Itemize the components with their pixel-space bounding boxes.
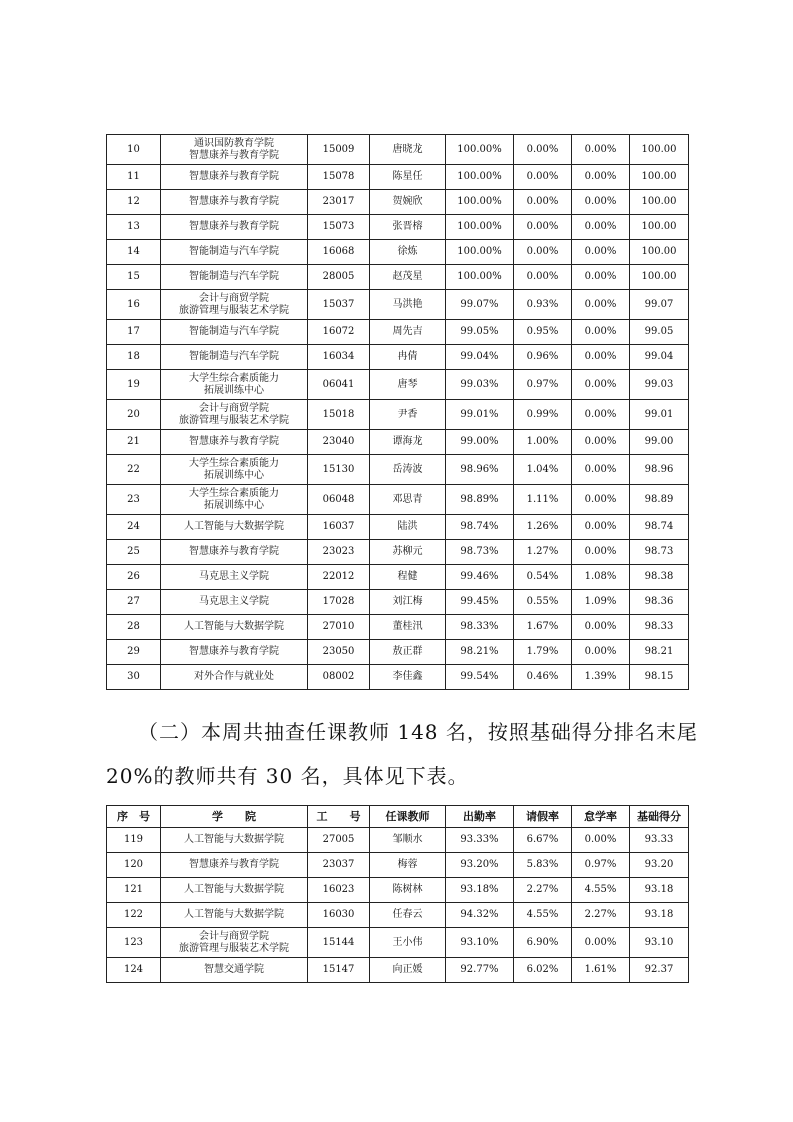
cell-id: 15018 <box>308 400 370 430</box>
cell-attendance: 98.21% <box>446 640 514 665</box>
college-line: 智慧康养与教育学院 <box>189 221 279 232</box>
cell-no: 122 <box>107 903 161 928</box>
cell-name: 梅蓉 <box>370 853 446 878</box>
table-row <box>107 565 689 590</box>
cell-name: 周先吉 <box>370 320 446 345</box>
cell-leave: 4.55% <box>514 903 572 928</box>
cell-absence: 0.00% <box>572 135 630 165</box>
table-row <box>107 430 689 455</box>
college-line: 拓展训练中心 <box>204 499 264 511</box>
cell-score: 98.36 <box>630 590 689 615</box>
cell-id: 15144 <box>308 928 370 958</box>
cell-id: 08002 <box>308 665 370 690</box>
table-row <box>107 828 689 853</box>
cell-score: 100.00 <box>630 190 689 215</box>
cell-id: 23050 <box>308 640 370 665</box>
cell-no: 25 <box>107 540 161 565</box>
cell-id: 15037 <box>308 290 370 320</box>
table-row <box>107 190 689 215</box>
cell-id: 27005 <box>308 828 370 853</box>
cell-college <box>161 215 308 240</box>
college-line: 智能制造与汽车学院 <box>189 246 279 257</box>
cell-absence: 0.00% <box>572 485 630 515</box>
table-row <box>107 455 689 485</box>
college-line: 智能制造与汽车学院 <box>189 351 279 362</box>
cell-attendance: 99.05% <box>446 320 514 345</box>
table-row <box>107 540 689 565</box>
cell-score: 98.74 <box>630 515 689 540</box>
cell-name: 任春云 <box>370 903 446 928</box>
table-row <box>107 665 689 690</box>
cell-leave: 0.46% <box>514 665 572 690</box>
cell-attendance: 94.32% <box>446 903 514 928</box>
cell-name: 马洪艳 <box>370 290 446 320</box>
cell-name: 冉倩 <box>370 345 446 370</box>
college-line: 智能制造与汽车学院 <box>189 271 279 282</box>
college-line: 会计与商贸学院 <box>199 402 269 414</box>
cell-absence: 0.00% <box>572 370 630 400</box>
cell-no: 16 <box>107 290 161 320</box>
table-row <box>107 878 689 903</box>
cell-no: 29 <box>107 640 161 665</box>
cell-leave: 1.79% <box>514 640 572 665</box>
cell-college <box>161 540 308 565</box>
cell-absence: 0.00% <box>572 265 630 290</box>
table-row <box>107 853 689 878</box>
college-line: 智慧康养与教育学院 <box>189 646 279 657</box>
cell-score: 93.33 <box>630 828 689 853</box>
cell-attendance: 100.00% <box>446 215 514 240</box>
cell-attendance: 100.00% <box>446 265 514 290</box>
cell-no: 124 <box>107 958 161 983</box>
cell-name: 董桂汛 <box>370 615 446 640</box>
cell-attendance: 93.33% <box>446 828 514 853</box>
cell-no: 10 <box>107 135 161 165</box>
table-row <box>107 135 689 165</box>
cell-id: 16037 <box>308 515 370 540</box>
cell-name: 赵茂星 <box>370 265 446 290</box>
college-line: 旅游管理与服装艺术学院 <box>179 414 289 426</box>
cell-college <box>161 345 308 370</box>
cell-college <box>161 400 308 430</box>
table-row <box>107 215 689 240</box>
table-row <box>107 320 689 345</box>
cell-absence: 0.00% <box>572 240 630 265</box>
cell-score: 98.73 <box>630 540 689 565</box>
cell-score: 100.00 <box>630 240 689 265</box>
cell-score: 99.07 <box>630 290 689 320</box>
cell-name: 谭海龙 <box>370 430 446 455</box>
cell-absence: 1.61% <box>572 958 630 983</box>
cell-id: 16068 <box>308 240 370 265</box>
header-absence: 怠学率 <box>572 806 630 828</box>
college-line: 旅游管理与服装艺术学院 <box>179 942 289 954</box>
cell-name: 苏柳元 <box>370 540 446 565</box>
cell-name: 刘江梅 <box>370 590 446 615</box>
cell-leave: 5.83% <box>514 853 572 878</box>
cell-score: 100.00 <box>630 165 689 190</box>
college-line: 会计与商贸学院 <box>199 930 269 942</box>
cell-no: 28 <box>107 615 161 640</box>
cell-name: 邹顺水 <box>370 828 446 853</box>
cell-absence: 1.09% <box>572 590 630 615</box>
college-line: 人工智能与大数据学院 <box>184 521 284 532</box>
cell-score: 98.38 <box>630 565 689 590</box>
cell-college <box>161 455 308 485</box>
table-header <box>107 806 689 828</box>
cell-college <box>161 958 308 983</box>
cell-no: 24 <box>107 515 161 540</box>
cell-attendance: 100.00% <box>446 240 514 265</box>
header-leave: 请假率 <box>514 806 572 828</box>
cell-score: 99.03 <box>630 370 689 400</box>
table-row <box>107 345 689 370</box>
header-teacher: 任课教师 <box>370 806 446 828</box>
cell-attendance: 99.01% <box>446 400 514 430</box>
cell-college <box>161 370 308 400</box>
cell-no: 22 <box>107 455 161 485</box>
cell-no: 17 <box>107 320 161 345</box>
cell-leave: 0.54% <box>514 565 572 590</box>
cell-name: 唐晓龙 <box>370 135 446 165</box>
cell-id: 16034 <box>308 345 370 370</box>
cell-name: 王小伟 <box>370 928 446 958</box>
header-score: 基础得分 <box>630 806 689 828</box>
college-line: 人工智能与大数据学院 <box>184 834 284 845</box>
cell-name: 陆洪 <box>370 515 446 540</box>
table-row <box>107 615 689 640</box>
college-line: 大学生综合素质能力 <box>189 487 279 499</box>
cell-id: 15073 <box>308 215 370 240</box>
cell-no: 12 <box>107 190 161 215</box>
college-line: 会计与商贸学院 <box>199 292 269 304</box>
cell-absence: 0.00% <box>572 928 630 958</box>
table-row <box>107 165 689 190</box>
cell-leave: 1.04% <box>514 455 572 485</box>
cell-college <box>161 265 308 290</box>
cell-absence: 0.00% <box>572 540 630 565</box>
cell-score: 98.89 <box>630 485 689 515</box>
cell-leave: 0.95% <box>514 320 572 345</box>
cell-absence: 1.39% <box>572 665 630 690</box>
cell-college <box>161 853 308 878</box>
table-row <box>107 265 689 290</box>
table-row <box>107 485 689 515</box>
teacher-ranking-table-bottom <box>106 805 689 983</box>
cell-college <box>161 320 308 345</box>
cell-leave: 0.55% <box>514 590 572 615</box>
cell-no: 26 <box>107 565 161 590</box>
cell-score: 98.21 <box>630 640 689 665</box>
header-row <box>107 806 689 828</box>
cell-no: 14 <box>107 240 161 265</box>
cell-id: 15078 <box>308 165 370 190</box>
paragraph-line-1: （二）本周共抽查任课教师 148 名，按照基础得分排名末尾 <box>138 720 698 744</box>
college-line: 智慧康养与教育学院 <box>189 859 279 870</box>
cell-id: 23040 <box>308 430 370 455</box>
cell-id: 27010 <box>308 615 370 640</box>
cell-name: 唐琴 <box>370 370 446 400</box>
cell-no: 121 <box>107 878 161 903</box>
teacher-ranking-table-top <box>106 134 689 690</box>
header-no: 序 号 <box>107 806 161 828</box>
table-body <box>107 135 689 690</box>
college-line: 人工智能与大数据学院 <box>184 884 284 895</box>
college-line: 智慧康养与教育学院 <box>189 546 279 557</box>
cell-college <box>161 565 308 590</box>
cell-score: 99.04 <box>630 345 689 370</box>
table-row <box>107 590 689 615</box>
cell-college <box>161 928 308 958</box>
cell-absence: 0.00% <box>572 345 630 370</box>
college-line: 人工智能与大数据学院 <box>184 621 284 632</box>
cell-attendance: 93.18% <box>446 878 514 903</box>
cell-no: 27 <box>107 590 161 615</box>
cell-no: 18 <box>107 345 161 370</box>
college-line: 拓展训练中心 <box>204 469 264 481</box>
cell-absence: 0.00% <box>572 515 630 540</box>
header-attendance: 出勤率 <box>446 806 514 828</box>
cell-leave: 0.97% <box>514 370 572 400</box>
cell-absence: 0.00% <box>572 165 630 190</box>
cell-score: 100.00 <box>630 265 689 290</box>
college-line: 对外合作与就业处 <box>194 671 274 682</box>
cell-no: 123 <box>107 928 161 958</box>
cell-leave: 0.00% <box>514 190 572 215</box>
cell-college <box>161 515 308 540</box>
cell-score: 92.37 <box>630 958 689 983</box>
cell-attendance: 99.54% <box>446 665 514 690</box>
cell-name: 敖正群 <box>370 640 446 665</box>
cell-name: 陈星任 <box>370 165 446 190</box>
cell-name: 陈树林 <box>370 878 446 903</box>
cell-college <box>161 640 308 665</box>
cell-id: 15147 <box>308 958 370 983</box>
cell-name: 邓思青 <box>370 485 446 515</box>
table-body <box>107 828 689 983</box>
college-line: 拓展训练中心 <box>204 384 264 396</box>
table-row <box>107 958 689 983</box>
cell-name: 岳涛波 <box>370 455 446 485</box>
cell-id: 16023 <box>308 878 370 903</box>
cell-name: 向正媛 <box>370 958 446 983</box>
cell-no: 21 <box>107 430 161 455</box>
cell-attendance: 92.77% <box>446 958 514 983</box>
cell-id: 06048 <box>308 485 370 515</box>
cell-attendance: 100.00% <box>446 190 514 215</box>
header-college: 学 院 <box>161 806 308 828</box>
cell-college <box>161 240 308 265</box>
cell-leave: 2.27% <box>514 878 572 903</box>
cell-attendance: 98.33% <box>446 615 514 640</box>
cell-score: 98.33 <box>630 615 689 640</box>
cell-attendance: 99.07% <box>446 290 514 320</box>
cell-leave: 0.99% <box>514 400 572 430</box>
cell-no: 119 <box>107 828 161 853</box>
cell-no: 23 <box>107 485 161 515</box>
cell-college <box>161 290 308 320</box>
college-line: 大学生综合素质能力 <box>189 457 279 469</box>
cell-leave: 0.00% <box>514 165 572 190</box>
table-row <box>107 903 689 928</box>
cell-absence: 0.00% <box>572 455 630 485</box>
cell-absence: 2.27% <box>572 903 630 928</box>
table-row <box>107 240 689 265</box>
cell-no: 11 <box>107 165 161 190</box>
cell-absence: 0.00% <box>572 640 630 665</box>
cell-college <box>161 590 308 615</box>
cell-id: 15130 <box>308 455 370 485</box>
cell-name: 徐炼 <box>370 240 446 265</box>
cell-attendance: 98.73% <box>446 540 514 565</box>
cell-attendance: 98.74% <box>446 515 514 540</box>
cell-score: 93.20 <box>630 853 689 878</box>
cell-college <box>161 615 308 640</box>
cell-no: 30 <box>107 665 161 690</box>
cell-id: 22012 <box>308 565 370 590</box>
college-line: 旅游管理与服装艺术学院 <box>179 304 289 316</box>
cell-name: 尹香 <box>370 400 446 430</box>
paragraph-line-2: 20%的教师共有 30 名，具体见下表。 <box>106 764 469 788</box>
cell-no: 19 <box>107 370 161 400</box>
cell-absence: 0.97% <box>572 853 630 878</box>
table-row <box>107 640 689 665</box>
cell-score: 93.18 <box>630 878 689 903</box>
college-line: 大学生综合素质能力 <box>189 372 279 384</box>
cell-score: 100.00 <box>630 135 689 165</box>
cell-college <box>161 430 308 455</box>
cell-absence: 1.08% <box>572 565 630 590</box>
college-line: 智慧康养与教育学院 <box>189 436 279 447</box>
cell-id: 23017 <box>308 190 370 215</box>
cell-no: 13 <box>107 215 161 240</box>
cell-leave: 0.00% <box>514 215 572 240</box>
cell-leave: 6.90% <box>514 928 572 958</box>
cell-absence: 0.00% <box>572 320 630 345</box>
header-id: 工 号 <box>308 806 370 828</box>
college-line: 智慧康养与教育学院 <box>189 171 279 182</box>
cell-leave: 0.00% <box>514 265 572 290</box>
cell-id: 28005 <box>308 265 370 290</box>
college-line: 马克思主义学院 <box>199 571 269 582</box>
cell-absence: 0.00% <box>572 190 630 215</box>
cell-leave: 1.26% <box>514 515 572 540</box>
cell-absence: 0.00% <box>572 615 630 640</box>
cell-absence: 0.00% <box>572 290 630 320</box>
cell-absence: 0.00% <box>572 430 630 455</box>
cell-name: 贺婉欣 <box>370 190 446 215</box>
table-row <box>107 290 689 320</box>
cell-score: 99.05 <box>630 320 689 345</box>
cell-college <box>161 903 308 928</box>
cell-leave: 0.96% <box>514 345 572 370</box>
cell-leave: 0.00% <box>514 240 572 265</box>
cell-id: 16030 <box>308 903 370 928</box>
cell-attendance: 99.04% <box>446 345 514 370</box>
cell-college <box>161 828 308 853</box>
cell-attendance: 99.03% <box>446 370 514 400</box>
cell-attendance: 99.46% <box>446 565 514 590</box>
cell-leave: 1.27% <box>514 540 572 565</box>
college-line: 马克思主义学院 <box>199 596 269 607</box>
cell-attendance: 99.45% <box>446 590 514 615</box>
cell-no: 20 <box>107 400 161 430</box>
cell-absence: 0.00% <box>572 400 630 430</box>
cell-attendance: 98.89% <box>446 485 514 515</box>
cell-name: 程健 <box>370 565 446 590</box>
cell-absence: 4.55% <box>572 878 630 903</box>
cell-college <box>161 190 308 215</box>
cell-no: 15 <box>107 265 161 290</box>
cell-score: 98.96 <box>630 455 689 485</box>
cell-absence: 0.00% <box>572 215 630 240</box>
college-line: 通识国防教育学院 <box>194 137 274 149</box>
cell-leave: 1.00% <box>514 430 572 455</box>
college-line: 人工智能与大数据学院 <box>184 909 284 920</box>
cell-no: 120 <box>107 853 161 878</box>
college-line: 智能制造与汽车学院 <box>189 326 279 337</box>
college-line: 智慧康养与教育学院 <box>189 196 279 207</box>
cell-attendance: 93.20% <box>446 853 514 878</box>
cell-score: 93.18 <box>630 903 689 928</box>
cell-name: 张晋榕 <box>370 215 446 240</box>
table-row <box>107 515 689 540</box>
cell-id: 17028 <box>308 590 370 615</box>
cell-id: 16072 <box>308 320 370 345</box>
college-line: 智慧康养与教育学院 <box>189 149 279 161</box>
college-line: 智慧交通学院 <box>204 964 264 975</box>
cell-leave: 0.00% <box>514 135 572 165</box>
cell-id: 23023 <box>308 540 370 565</box>
cell-attendance: 100.00% <box>446 165 514 190</box>
cell-college <box>161 485 308 515</box>
cell-name: 李佳鑫 <box>370 665 446 690</box>
cell-score: 99.00 <box>630 430 689 455</box>
cell-score: 99.01 <box>630 400 689 430</box>
cell-attendance: 98.96% <box>446 455 514 485</box>
cell-college <box>161 665 308 690</box>
cell-id: 06041 <box>308 370 370 400</box>
cell-id: 15009 <box>308 135 370 165</box>
cell-score: 98.15 <box>630 665 689 690</box>
cell-id: 23037 <box>308 853 370 878</box>
cell-leave: 6.02% <box>514 958 572 983</box>
cell-leave: 0.93% <box>514 290 572 320</box>
cell-score: 100.00 <box>630 215 689 240</box>
table-row <box>107 400 689 430</box>
cell-score: 93.10 <box>630 928 689 958</box>
cell-attendance: 100.00% <box>446 135 514 165</box>
table-row <box>107 370 689 400</box>
cell-leave: 6.67% <box>514 828 572 853</box>
cell-college <box>161 135 308 165</box>
cell-leave: 1.67% <box>514 615 572 640</box>
cell-leave: 1.11% <box>514 485 572 515</box>
cell-college <box>161 878 308 903</box>
cell-attendance: 99.00% <box>446 430 514 455</box>
cell-attendance: 93.10% <box>446 928 514 958</box>
cell-absence: 0.00% <box>572 828 630 853</box>
cell-college <box>161 165 308 190</box>
table-row <box>107 928 689 958</box>
